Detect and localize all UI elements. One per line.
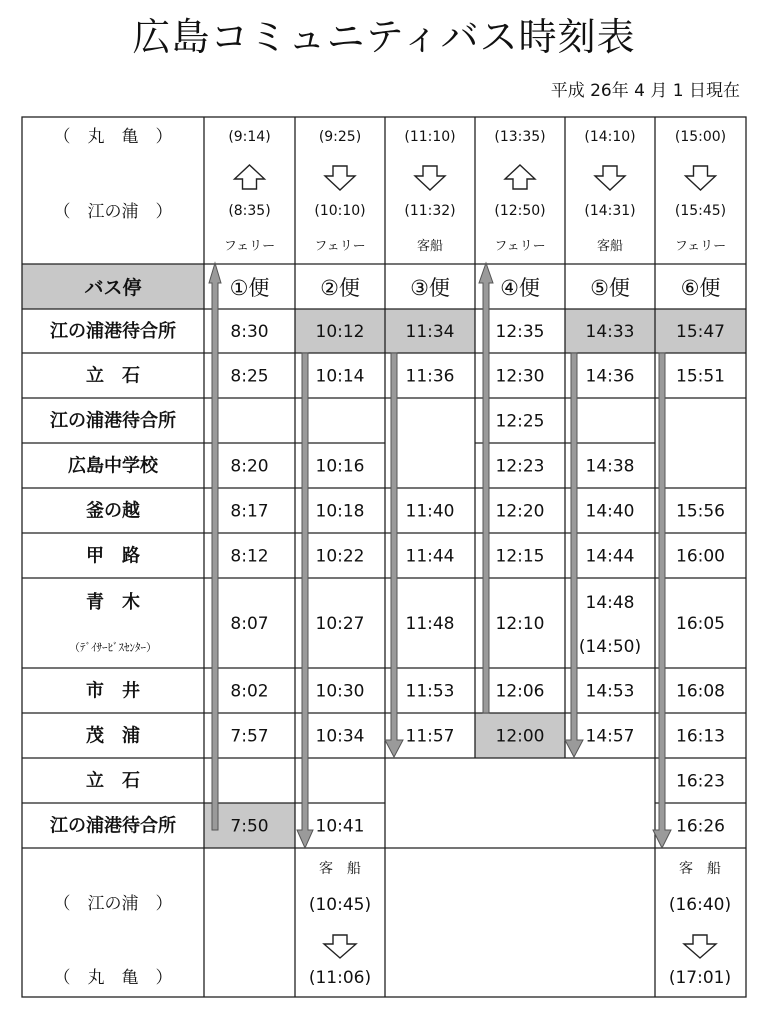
stop-name: 江の浦港待合所 <box>50 815 176 837</box>
time-cell-extra: (14:50) <box>578 637 642 657</box>
down-hollow-arrow-icon-6 <box>686 166 716 190</box>
time-cell: 14:33 <box>585 322 635 342</box>
up-hollow-arrow-icon-1 <box>235 165 265 189</box>
trip6-ship-label: 客 船 <box>679 861 721 877</box>
time-cell: 14:57 <box>585 726 635 747</box>
trip-label-3: ③便 <box>410 276 450 300</box>
time-cell: 12:15 <box>495 546 545 567</box>
ship-type-3: 客船 <box>416 239 444 254</box>
time-cell: 10:12 <box>315 322 365 342</box>
time-cell: 11:40 <box>405 501 455 522</box>
ship-time-enoura-6: (15:45) <box>674 203 727 219</box>
time-cell: 16:13 <box>676 726 725 747</box>
time-cell: 8:07 <box>230 614 269 634</box>
ship-type-6: フェリー <box>674 239 727 254</box>
stop-name: 広島中学校 <box>68 455 158 477</box>
trip1-flow-arrow <box>209 263 221 830</box>
time-cell: 12:06 <box>495 681 545 702</box>
ship-time-enoura-2: (10:10) <box>314 203 366 219</box>
bus-stop-label: バス停 <box>84 277 142 299</box>
time-cell: 10:16 <box>315 456 365 477</box>
time-cell: 11:48 <box>405 614 455 634</box>
time-cell: 11:34 <box>405 322 455 342</box>
trip-label-1: ①便 <box>229 276 270 300</box>
stop-name: 江の浦港待合所 <box>50 410 176 432</box>
stop-name: 立 石 <box>86 770 140 792</box>
footer-origin-top: （ 江の浦 ） <box>53 894 173 914</box>
time-cell: 12:25 <box>495 411 545 432</box>
trip5-flow-arrow <box>565 353 583 757</box>
stop-name: 青 木 <box>86 592 140 613</box>
time-cell: 14:38 <box>585 456 635 477</box>
down-hollow-arrow-icon-3 <box>415 166 445 190</box>
trip6-flow-arrow <box>653 353 671 848</box>
footer-origin-bottom: （ 丸 亀 ） <box>53 968 173 988</box>
trip3-flow-arrow <box>385 353 403 757</box>
time-cell: 16:08 <box>676 681 725 702</box>
time-cell: 10:14 <box>315 366 365 387</box>
stop-name: 茂 浦 <box>86 725 140 747</box>
ship-time-enoura-3: (11:32) <box>404 203 456 219</box>
trip6-arrive: (17:01) <box>668 968 732 988</box>
trip6-depart: (16:40) <box>668 895 732 915</box>
time-cell: 16:23 <box>676 771 725 792</box>
stop-name: 甲 路 <box>86 545 140 567</box>
stop-name: 江の浦港待合所 <box>50 321 176 342</box>
time-cell: 8:20 <box>230 456 269 477</box>
time-cell: 11:36 <box>405 366 455 387</box>
ship-type-5: 客船 <box>596 239 624 254</box>
ship-time-marugame-3: (11:10) <box>404 129 456 145</box>
time-cell: 10:18 <box>315 501 365 522</box>
effective-date: 平成 26年 4 月 1 日現在 <box>550 81 740 101</box>
stop-name: 市 井 <box>86 680 140 702</box>
time-cell: 12:00 <box>495 726 545 747</box>
ship-time-marugame-5: (14:10) <box>584 129 636 145</box>
time-cell: 12:10 <box>495 614 545 634</box>
header-origin-bottom: （ 江の浦 ） <box>53 202 173 222</box>
time-cell: 7:50 <box>230 816 269 837</box>
time-cell: 16:26 <box>676 816 725 837</box>
time-cell: 12:20 <box>495 501 545 522</box>
time-cell: 11:44 <box>405 546 455 567</box>
ship-time-enoura-5: (14:31) <box>584 203 636 219</box>
trip-label-5: ⑤便 <box>590 276 630 300</box>
trip2-arrive: (11:06) <box>308 968 372 988</box>
time-cell: 15:47 <box>676 322 725 342</box>
ship-time-marugame-4: (13:35) <box>494 129 546 145</box>
time-cell: 14:48 <box>585 593 635 613</box>
time-cell: 10:34 <box>315 726 365 747</box>
ship-time-enoura-1: (8:35) <box>228 203 271 219</box>
time-cell: 8:30 <box>230 322 269 342</box>
trip-label-6: ⑥便 <box>680 276 721 300</box>
time-cell: 10:30 <box>315 681 365 702</box>
ship-type-4: フェリー <box>494 239 546 254</box>
trip6-down-hollow-arrow-icon <box>684 935 716 958</box>
time-cell: 15:56 <box>676 501 725 522</box>
ship-time-marugame-2: (9:25) <box>318 129 362 145</box>
time-cell: 15:51 <box>676 366 725 387</box>
header-origin-top: （ 丸 亀 ） <box>53 127 173 147</box>
ship-time-marugame-6: (15:00) <box>674 129 727 145</box>
down-hollow-arrow-icon-2 <box>325 166 355 190</box>
time-cell: 16:00 <box>676 546 725 567</box>
time-cell: 16:05 <box>676 614 725 634</box>
stop-subname: （ﾃﾞｲｻｰﾋﾞｽｾﾝﾀｰ） <box>69 641 157 654</box>
trip-label-2: ②便 <box>320 276 360 300</box>
time-cell: 14:53 <box>585 681 635 702</box>
time-cell: 7:57 <box>230 726 269 747</box>
page-title: 広島コミュニティバス時刻表 <box>132 15 636 59</box>
trip-label-4: ④便 <box>500 276 540 300</box>
time-cell: 8:02 <box>230 681 269 702</box>
time-cell: 14:36 <box>585 366 635 387</box>
trip2-down-hollow-arrow-icon <box>324 935 356 958</box>
trip2-depart: (10:45) <box>308 895 372 915</box>
stop-name: 立 石 <box>86 365 140 387</box>
time-cell: 8:12 <box>230 546 269 567</box>
stop-name: 釜の越 <box>86 500 140 522</box>
trip2-ship-label: 客 船 <box>319 861 361 877</box>
time-cell: 11:53 <box>405 681 455 702</box>
time-cell: 14:40 <box>585 501 635 522</box>
time-cell: 10:41 <box>315 816 365 837</box>
up-hollow-arrow-icon-4 <box>505 165 535 189</box>
time-cell: 10:27 <box>315 614 365 634</box>
time-cell: 12:23 <box>495 456 545 477</box>
time-cell: 8:25 <box>230 366 269 387</box>
ship-type-2: フェリー <box>314 239 366 254</box>
time-cell: 12:35 <box>495 322 545 342</box>
ship-time-marugame-1: (9:14) <box>228 129 271 145</box>
down-hollow-arrow-icon-5 <box>595 166 625 190</box>
time-cell: 11:57 <box>405 726 455 747</box>
time-cell: 10:22 <box>315 546 365 567</box>
time-cell: 12:30 <box>495 366 545 387</box>
ship-type-1: フェリー <box>223 239 276 254</box>
ship-time-enoura-4: (12:50) <box>494 203 546 219</box>
time-cell: 14:44 <box>585 546 635 567</box>
time-cell: 8:17 <box>230 501 269 522</box>
trip2-flow-arrow <box>297 353 313 848</box>
